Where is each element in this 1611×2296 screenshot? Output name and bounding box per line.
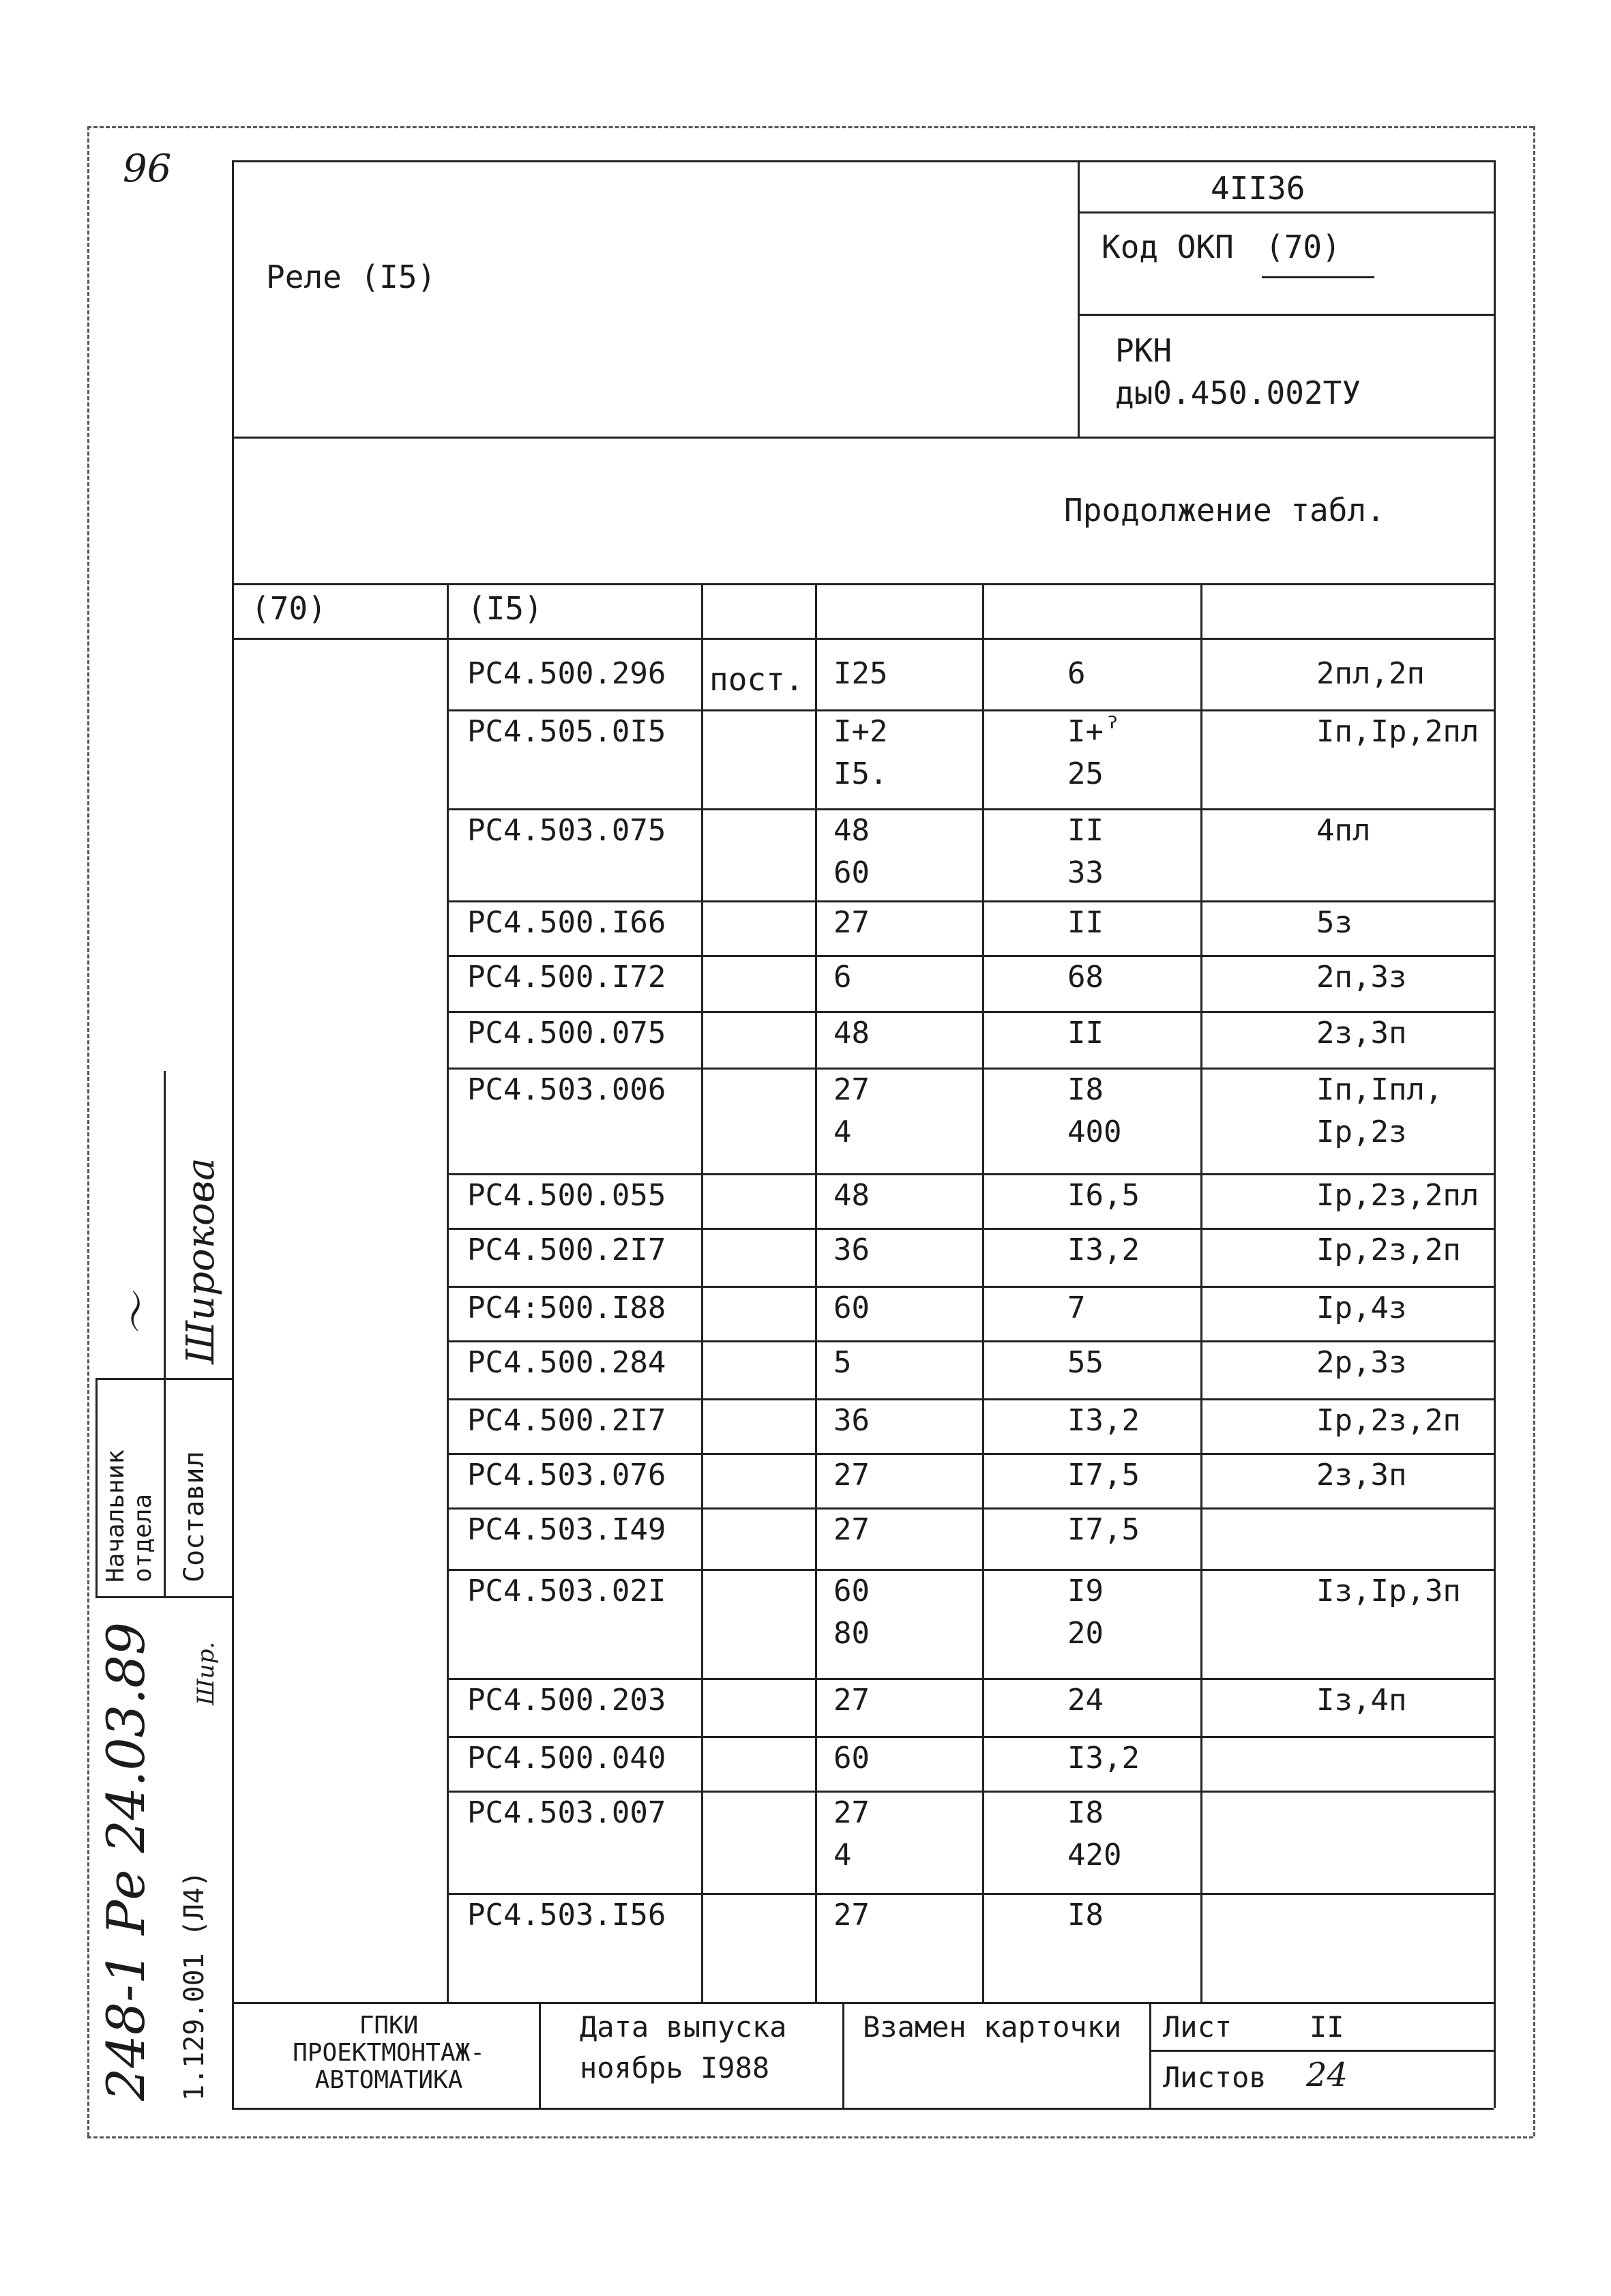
cell-code: РС4.503.076 (467, 1458, 666, 1492)
replace-label: Взамен карточки (863, 2010, 1122, 2044)
table-top-line (232, 583, 1494, 585)
cell-v1: 27 (833, 1683, 870, 1718)
cell-contacts: 4пл (1316, 813, 1371, 848)
cell-v1: 36 (833, 1403, 870, 1438)
cell-v2: I9 20 (1067, 1574, 1104, 1651)
page-number: 96 (123, 147, 172, 191)
col-line-5 (1200, 583, 1202, 2002)
cell-v1: 27 4 (833, 1072, 870, 1149)
cell-v1: I25 (833, 656, 888, 691)
outer-border-left (87, 126, 89, 2136)
cell-code: РС4.503.007 (467, 1795, 666, 1830)
cell-code: РС4.500.I66 (467, 905, 666, 940)
cell-v1: 36 (833, 1233, 870, 1267)
okp-label: Код ОКП (1102, 229, 1234, 265)
rkn-value: ды0.450.002ТУ (1115, 374, 1361, 411)
cell-contacts: 2з,3п (1316, 1458, 1407, 1492)
cell-v2: 7 (1067, 1291, 1086, 1325)
cell-v2: I8 (1067, 1898, 1104, 1932)
side-line-h2 (95, 1596, 232, 1598)
cell-v2: II (1067, 905, 1104, 940)
cell-contacts: Iр,2з,2п (1316, 1403, 1461, 1438)
cell-v1: I+2 I5. (833, 714, 888, 791)
cell-code: РС4.505.0I5 (467, 714, 666, 749)
cell-v1: 6 (833, 960, 852, 995)
cell-contacts: 2п,3з (1316, 960, 1407, 995)
cell-contacts: Iр,4з (1316, 1291, 1407, 1325)
cell-code: РС4.503.I56 (467, 1898, 666, 1932)
cell-v1: 27 (833, 1898, 870, 1932)
footer-sheet-line (1149, 2050, 1494, 2052)
current-type: пост. (709, 661, 804, 698)
cell-v1: 60 80 (833, 1574, 870, 1651)
col-header-70: (70) (251, 590, 327, 627)
table-caption: Продолжение табл. (1064, 492, 1385, 529)
cell-code: РС4:500.I88 (467, 1291, 666, 1325)
cell-v1: 27 (833, 905, 870, 940)
cell-contacts: Iз,Iр,3п (1316, 1574, 1461, 1608)
frame-left (232, 160, 234, 2108)
cell-code: РС4.503.I49 (467, 1512, 666, 1547)
cell-code: РС4.500.2I7 (467, 1403, 666, 1438)
cell-contacts: 2р,3з (1316, 1345, 1407, 1380)
cell-contacts: Iп,Iр,2пл (1316, 714, 1479, 749)
okp-value: (70) (1265, 229, 1341, 265)
cell-v2: I3,2 (1067, 1403, 1140, 1438)
outer-border-top (87, 126, 1533, 128)
cell-code: РС4.500.055 (467, 1178, 666, 1213)
cell-v2: I3,2 (1067, 1233, 1140, 1267)
cell-code: РС4.500.296 (467, 656, 666, 691)
cell-contacts: Iр,2з,2п (1316, 1233, 1461, 1267)
cell-contacts: 5з (1316, 905, 1353, 940)
footer-div-3 (1149, 2002, 1151, 2108)
table-header-bottom-line (232, 638, 1494, 640)
signature-2: Широкова (179, 1158, 223, 1364)
cell-v2: I7,5 (1067, 1512, 1140, 1547)
cell-v2: 68 (1067, 960, 1104, 995)
issue-label: Дата выпуска (580, 2010, 787, 2044)
cell-v1: 60 (833, 1741, 870, 1776)
col-line-4 (982, 583, 984, 2002)
cell-code: РС4.500.I72 (467, 960, 666, 995)
outer-border-bottom (87, 2136, 1533, 2138)
cell-v2: 6 (1067, 656, 1086, 691)
col-line-2 (701, 583, 703, 2002)
initials: Шир. (192, 1641, 220, 1705)
sheet-label: Лист (1163, 2010, 1232, 2044)
cell-code: РС4.500.284 (467, 1345, 666, 1380)
footer-div-2 (842, 2002, 844, 2108)
side-line-h1 (95, 1378, 232, 1380)
header-bottom-line (232, 437, 1494, 439)
sheet-value: II (1310, 2010, 1344, 2044)
outer-border-right (1533, 126, 1535, 2136)
cell-code: РС4.500.075 (467, 1016, 666, 1050)
frame-bottom (232, 2108, 1494, 2110)
header-okp-line (1078, 314, 1494, 316)
cell-v1: 5 (833, 1345, 852, 1380)
cell-v2: II 33 (1067, 813, 1104, 890)
cell-code: РС4.503.006 (467, 1072, 666, 1107)
cell-v2: I8 400 (1067, 1072, 1122, 1149)
cell-v1: 27 (833, 1512, 870, 1547)
cell-v2: 24 (1067, 1683, 1104, 1718)
compiler-label: Составил (179, 1451, 210, 1583)
header-divider (1078, 160, 1080, 437)
okp-underline (1262, 276, 1374, 278)
signature-1: 〜 (113, 1293, 163, 1337)
code-number: 4II36 (1211, 170, 1305, 207)
cell-contacts: 2пл,2п (1316, 656, 1425, 691)
col-line-1 (447, 583, 449, 2002)
rkn-label: РКН (1115, 332, 1172, 369)
cell-v1: 60 (833, 1291, 870, 1325)
cell-v1: 48 60 (833, 813, 870, 890)
head-label: Начальник отдела (102, 1449, 157, 1583)
cell-contacts: Iп,Iпл, Iр,2з (1316, 1072, 1443, 1149)
col-header-15: (I5) (467, 590, 543, 627)
footer-top-line (232, 2002, 1494, 2004)
cell-v1: 27 (833, 1458, 870, 1492)
cell-code: РС4.500.040 (467, 1741, 666, 1776)
cell-v1: 48 (833, 1178, 870, 1213)
col-line-3 (815, 583, 817, 2002)
page-title: Реле (I5) (266, 259, 437, 295)
doc-code: 1.129.001 (Л4) (179, 1870, 210, 2101)
sheets-value: 24 (1306, 2056, 1348, 2094)
cell-v2: I+ˀ 25 (1067, 714, 1122, 791)
cell-contacts: 2з,3п (1316, 1016, 1407, 1050)
side-line-2 (95, 1378, 98, 1596)
issue-value: ноябрь I988 (580, 2051, 770, 2085)
cell-code: РС4.500.2I7 (467, 1233, 666, 1267)
cell-contacts: Iр,2з,2пл (1316, 1178, 1479, 1213)
cell-v2: I8 420 (1067, 1795, 1122, 1872)
header-code-line (1078, 211, 1494, 214)
sheets-label: Листов (1163, 2061, 1267, 2094)
footer-div-1 (539, 2002, 541, 2108)
cell-contacts: Iз,4п (1316, 1683, 1407, 1718)
cell-v2: 55 (1067, 1345, 1104, 1380)
cell-v1: 48 (833, 1016, 870, 1050)
org-name: ГПКИ ПРОЕКТМОНТАЖ- АВТОМАТИКА (293, 2012, 485, 2094)
cell-v2: I7,5 (1067, 1458, 1140, 1492)
cell-code: РС4.503.02I (467, 1574, 666, 1608)
cell-code: РС4.500.203 (467, 1683, 666, 1718)
frame-right (1494, 160, 1496, 2108)
cell-code: РС4.503.075 (467, 813, 666, 848)
cell-v1: 27 4 (833, 1795, 870, 1872)
cell-v2: I6,5 (1067, 1178, 1140, 1213)
cell-v2: I3,2 (1067, 1741, 1140, 1776)
cell-v2: II (1067, 1016, 1104, 1050)
stamp-number: 248-1 Ре 24.03.89 (95, 1622, 156, 2101)
frame-top (232, 160, 1494, 162)
